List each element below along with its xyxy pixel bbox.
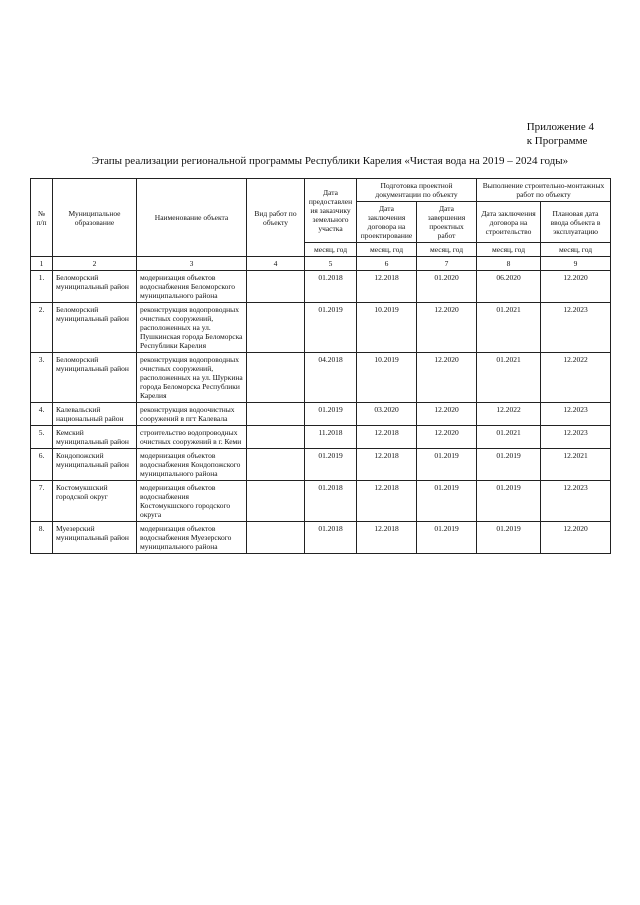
cell-object-name: модернизация объектов водоснабжения Муезерского муниципального района (137, 522, 247, 554)
cell-build-contract: 01.2021 (477, 353, 541, 403)
col-number: 7 (417, 257, 477, 271)
cell-commission: 12.2020 (541, 522, 611, 554)
cell-design-end: 12.2020 (417, 303, 477, 353)
cell-object-name: реконструкция водопроводных очистных сооружений, расположенных на ул. Пушкинская города Беломорска Республики Карелия (137, 303, 247, 353)
cell-design-contract: 12.2018 (357, 522, 417, 554)
table-row (31, 353, 611, 403)
header-land-date: Дата предоставления заказчику земельного участка (305, 179, 357, 243)
cell-municipality: Муезерский муниципальный район (53, 522, 137, 554)
unit-design-end: месяц, год (417, 243, 477, 257)
header-commission: Плановая дата ввода объекта в эксплуатацию (541, 202, 611, 243)
cell-num: 7. (31, 481, 53, 522)
appendix-label (527, 120, 594, 148)
cell-municipality: Беломорский муниципальный район (53, 303, 137, 353)
cell-commission: 12.2020 (541, 271, 611, 303)
cell-commission: 12.2022 (541, 353, 611, 403)
unit-commission: месяц, год (541, 243, 611, 257)
cell-design-end: 12.2020 (417, 426, 477, 449)
cell-work-type (247, 481, 305, 522)
table-row (31, 426, 611, 449)
cell-design-end: 01.2019 (417, 449, 477, 481)
cell-build-contract: 01.2021 (477, 303, 541, 353)
cell-object-name: строительство водопроводных очистных сооружений в г. Кеми (137, 426, 247, 449)
appendix-line-2: к Программе (526, 135, 588, 147)
table-row (31, 303, 611, 353)
cell-design-end: 01.2019 (417, 481, 477, 522)
cell-design-contract: 12.2018 (357, 271, 417, 303)
cell-build-contract: 01.2019 (477, 449, 541, 481)
cell-design-contract: 10.2019 (357, 303, 417, 353)
cell-design-end: 01.2020 (417, 271, 477, 303)
cell-num: 2. (31, 303, 53, 353)
cell-design-end: 01.2019 (417, 522, 477, 554)
cell-object-name: модернизация объектов водоснабжения Кондопожского муниципального района (137, 449, 247, 481)
cell-num: 4. (31, 403, 53, 426)
document-title: Этапы реализации региональной программы Республики Карелия «Чистая вода на 2019 – 2024 годы» (91, 155, 569, 167)
cell-commission: 12.2021 (541, 449, 611, 481)
cell-land-date: 01.2018 (305, 522, 357, 554)
col-number: 5 (305, 257, 357, 271)
cell-land-date: 04.2018 (305, 353, 357, 403)
cell-municipality: Костомукшский городской округ (53, 481, 137, 522)
col-number: 6 (357, 257, 417, 271)
cell-land-date: 01.2018 (305, 271, 357, 303)
cell-work-type (247, 303, 305, 353)
cell-land-date: 11.2018 (305, 426, 357, 449)
cell-build-contract: 06.2020 (477, 271, 541, 303)
cell-commission: 12.2023 (541, 426, 611, 449)
cell-work-type (247, 449, 305, 481)
cell-build-contract: 01.2021 (477, 426, 541, 449)
cell-num: 6. (31, 449, 53, 481)
header-num: № п/п (31, 179, 53, 257)
table-row (31, 522, 611, 554)
cell-land-date: 01.2018 (305, 481, 357, 522)
table-row (31, 449, 611, 481)
cell-object-name: модернизация объектов водоснабжения Беломорского муниципального района (137, 271, 247, 303)
header-municipality: Муниципальное образование (53, 179, 137, 257)
cell-num: 1. (31, 271, 53, 303)
cell-design-contract: 03.2020 (357, 403, 417, 426)
cell-land-date: 01.2019 (305, 303, 357, 353)
cell-municipality: Беломорский муниципальный район (53, 353, 137, 403)
cell-num: 8. (31, 522, 53, 554)
col-number: 2 (53, 257, 137, 271)
table-row (31, 481, 611, 522)
table-row (31, 403, 611, 426)
cell-work-type (247, 353, 305, 403)
cell-object-name: реконструкция водоочистных сооружений в пгт Калевала (137, 403, 247, 426)
cell-work-type (247, 522, 305, 554)
cell-build-contract: 12.2022 (477, 403, 541, 426)
appendix-line-1: Приложение 4 (526, 121, 594, 133)
header-design-group: Подготовка проектной документации по объекту (357, 179, 477, 202)
cell-municipality: Калевальский национальный район (53, 403, 137, 426)
cell-commission: 12.2023 (541, 403, 611, 426)
column-number-row (31, 257, 611, 271)
table-body (31, 257, 611, 554)
cell-build-contract: 01.2019 (477, 481, 541, 522)
cell-work-type (247, 403, 305, 426)
stages-table (30, 178, 611, 554)
cell-object-name: реконструкция водопроводных очистных сооружений, расположенных на ул. Шуркина города Беломорска Республики Карелия (137, 353, 247, 403)
unit-design-contract: месяц, год (357, 243, 417, 257)
unit-land-date: месяц, год (305, 243, 357, 257)
cell-work-type (247, 426, 305, 449)
col-number: 4 (247, 257, 305, 271)
cell-design-end: 12.2020 (417, 353, 477, 403)
header-design-contract: Дата заключения договора на проектирование (357, 202, 417, 243)
cell-work-type (247, 271, 305, 303)
cell-land-date: 01.2019 (305, 449, 357, 481)
cell-object-name: модернизация объектов водоснабжения Костомукшского городского округа (137, 481, 247, 522)
header-build-group: Выполнение строительно-монтажных работ по объекту (477, 179, 611, 202)
cell-municipality: Кемский муниципальный район (53, 426, 137, 449)
cell-design-contract: 12.2018 (357, 449, 417, 481)
header-row-1 (31, 179, 611, 202)
col-number: 8 (477, 257, 541, 271)
cell-num: 5. (31, 426, 53, 449)
table-row (31, 271, 611, 303)
unit-build-contract: месяц, год (477, 243, 541, 257)
cell-design-contract: 10.2019 (357, 353, 417, 403)
header-work-type: Вид работ по объекту (247, 179, 305, 257)
col-number: 3 (137, 257, 247, 271)
cell-num: 3. (31, 353, 53, 403)
cell-commission: 12.2023 (541, 303, 611, 353)
header-build-contract: Дата заключения договора на строительство (477, 202, 541, 243)
cell-municipality: Беломорский муниципальный район (53, 271, 137, 303)
header-object-name: Наименование объекта (137, 179, 247, 257)
cell-design-end: 12.2020 (417, 403, 477, 426)
cell-land-date: 01.2019 (305, 403, 357, 426)
cell-build-contract: 01.2019 (477, 522, 541, 554)
cell-design-contract: 12.2018 (357, 481, 417, 522)
header-design-end: Дата завершения проектных работ (417, 202, 477, 243)
cell-municipality: Кондопожский муниципальный район (53, 449, 137, 481)
col-number: 9 (541, 257, 611, 271)
cell-design-contract: 12.2018 (357, 426, 417, 449)
col-number: 1 (31, 257, 53, 271)
cell-commission: 12.2023 (541, 481, 611, 522)
